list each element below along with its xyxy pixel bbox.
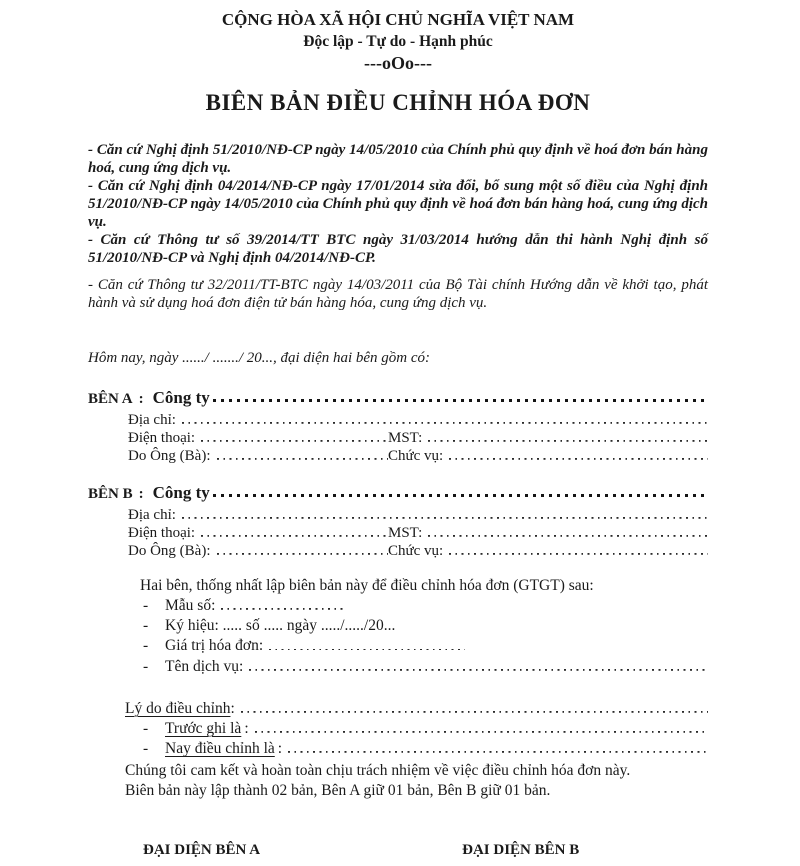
reason-colon: : <box>230 699 235 717</box>
party-b-address-row <box>128 506 708 524</box>
previously-written-blank-line <box>255 720 708 733</box>
list-item-service-name <box>143 657 708 677</box>
party-b-address-blank-line <box>182 506 708 519</box>
legal-citation-3: - Căn cứ Thông tư số 39/2014/TT BTC ngày 31/03/2014 hướng dẫn thi hành Nghị định số 51/2010/NĐ-CP và Nghị định 04/2014/NĐ-CP. <box>88 232 708 266</box>
party-a-company-label: Công ty <box>152 388 210 407</box>
now-adjusted-blank-line <box>288 740 708 753</box>
party-b-tax-blank-line <box>428 524 708 537</box>
document-header <box>88 10 708 117</box>
reason-list <box>143 719 708 759</box>
party-a-company-blank-line <box>213 390 708 403</box>
list-item-previously-written <box>143 719 708 739</box>
dash-bullet: - <box>143 597 149 614</box>
party-b-label: BÊN B <box>88 486 133 502</box>
list-item-serial <box>143 616 708 636</box>
dash-bullet: - <box>143 657 149 675</box>
party-b-header <box>88 483 708 504</box>
party-a-address-row <box>128 411 708 429</box>
serial-label: Ký hiệu: ..... số ..... ngày ...../...../20... <box>165 617 396 635</box>
party-a-tax-blank-line <box>428 429 708 442</box>
party-b-company-blank-line <box>213 485 708 498</box>
party-a-header <box>88 388 708 409</box>
party-b-position-blank-line <box>449 542 708 555</box>
party-a-phone-blank-line <box>201 429 388 442</box>
party-a-representative-row <box>128 447 708 465</box>
now-adjusted-label: Nay điều chỉnh là <box>165 740 275 758</box>
list-item-invoice-value <box>143 636 708 656</box>
party-b-tax-label: MST: <box>388 525 423 541</box>
service-name-blank-line <box>249 658 708 671</box>
signature-block <box>88 841 708 859</box>
party-b-address-label: Địa chỉ: <box>128 507 176 523</box>
party-a-label: BÊN A <box>88 391 133 407</box>
header-separator: ---oOo--- <box>364 53 432 73</box>
copies-statement: Biên bản này lập thành 02 bản, Bên A giữ 01 bản, Bên B giữ 01 bản. <box>125 782 551 800</box>
commitment-statement: Chúng tôi cam kết và hoàn toàn chịu trách nhiệm về việc điều chỉnh hóa đơn này. <box>125 762 631 780</box>
party-a-colon: : <box>138 391 144 407</box>
party-b-representative-label: Do Ông (Bà): <box>128 543 211 559</box>
national-motto: Độc lập - Tự do - Hạnh phúc <box>303 33 493 50</box>
party-b-phone-blank-line <box>201 524 388 537</box>
dash-bullet: - <box>143 740 149 758</box>
legal-citation-2: - Căn cứ Nghị định 04/2014/NĐ-CP ngày 17/01/2014 sửa đổi, bổ sung một số điều của Nghị định 51/2010/NĐ-CP ngày 14/05/2010 của Chính phủ quy định về hoá đơn bán hàng hoá, cung ứng dịch vụ. <box>88 178 708 230</box>
party-a-representative-blank-line <box>217 447 389 460</box>
party-b-position-label: Chức vụ: <box>388 543 444 559</box>
now-adjusted-colon: : <box>277 740 283 758</box>
party-a-position-label: Chức vụ: <box>388 448 444 464</box>
signature-party-b: ĐẠI DIỆN BÊN B <box>462 842 580 859</box>
page-title: BIÊN BẢN ĐIỀU CHỈNH HÓA ĐƠN <box>205 90 591 115</box>
party-a-representative-label: Do Ông (Bà): <box>128 448 211 464</box>
dash-bullet: - <box>143 719 149 737</box>
party-a-phone-label: Điện thoại: <box>128 430 196 446</box>
adjustment-section <box>88 576 708 677</box>
party-b-section <box>88 483 708 560</box>
previously-written-colon: : <box>244 719 249 737</box>
list-item-form-number <box>143 596 708 616</box>
reason-section <box>88 699 708 759</box>
reason-header-row <box>125 699 708 719</box>
party-a-address-blank-line <box>182 411 708 424</box>
legal-citation-4: - Căn cứ Thông tư 32/2011/TT-BTC ngày 14/03/2011 của Bộ Tài chính Hướng dẫn về khởi tạo, phát hành và sử dụng hoá đơn điện tử bán hàng hóa, cung ứng dịch vụ. <box>88 277 708 311</box>
form-number-label: Mẫu số: <box>165 597 216 614</box>
invoice-value-blank-line <box>269 637 465 650</box>
party-b-colon: : <box>138 486 144 502</box>
party-b-representative-blank-line <box>217 542 389 555</box>
reason-blank-line <box>241 700 708 713</box>
list-item-now-adjusted <box>143 739 708 759</box>
party-b-representative-row <box>128 542 708 560</box>
legal-citation-1: - Căn cứ Nghị định 51/2010/NĐ-CP ngày 14/05/2010 của Chính phủ quy định về hoá đơn bán hàng hoá, cung ứng dịch vụ. <box>88 142 708 176</box>
party-a-phone-row <box>128 429 708 447</box>
adjustment-list <box>143 596 708 677</box>
party-b-details <box>128 506 708 560</box>
form-number-blank-line <box>221 597 343 610</box>
adjustment-intro: Hai bên, thống nhất lập biên bản này để điều chỉnh hóa đơn (GTGT) sau: <box>140 577 594 594</box>
dash-bullet: - <box>143 637 149 655</box>
party-a-address-label: Địa chỉ: <box>128 412 176 428</box>
party-b-company-label: Công ty <box>152 483 210 502</box>
party-b-phone-row <box>128 524 708 542</box>
dash-bullet: - <box>143 617 149 635</box>
service-name-label: Tên dịch vụ: <box>165 657 244 675</box>
party-a-tax-label: MST: <box>388 430 423 446</box>
date-line: Hôm nay, ngày ....../ ......./ 20..., đại diện hai bên gồm có: <box>88 350 431 366</box>
party-a-section <box>88 388 708 465</box>
signature-party-a: ĐẠI DIỆN BÊN A <box>143 842 261 859</box>
party-a-details <box>128 411 708 465</box>
party-b-phone-label: Điện thoại: <box>128 525 196 541</box>
preamble-section <box>88 141 708 312</box>
reason-label: Lý do điều chỉnh <box>125 699 231 717</box>
national-title: CỘNG HÒA XÃ HỘI CHỦ NGHĨA VIỆT NAM <box>221 10 575 29</box>
party-a-position-blank-line <box>449 447 708 460</box>
previously-written-label: Trước ghi là <box>165 719 242 737</box>
invoice-value-label: Giá trị hóa đơn: <box>165 637 264 655</box>
closing-section <box>125 761 708 801</box>
